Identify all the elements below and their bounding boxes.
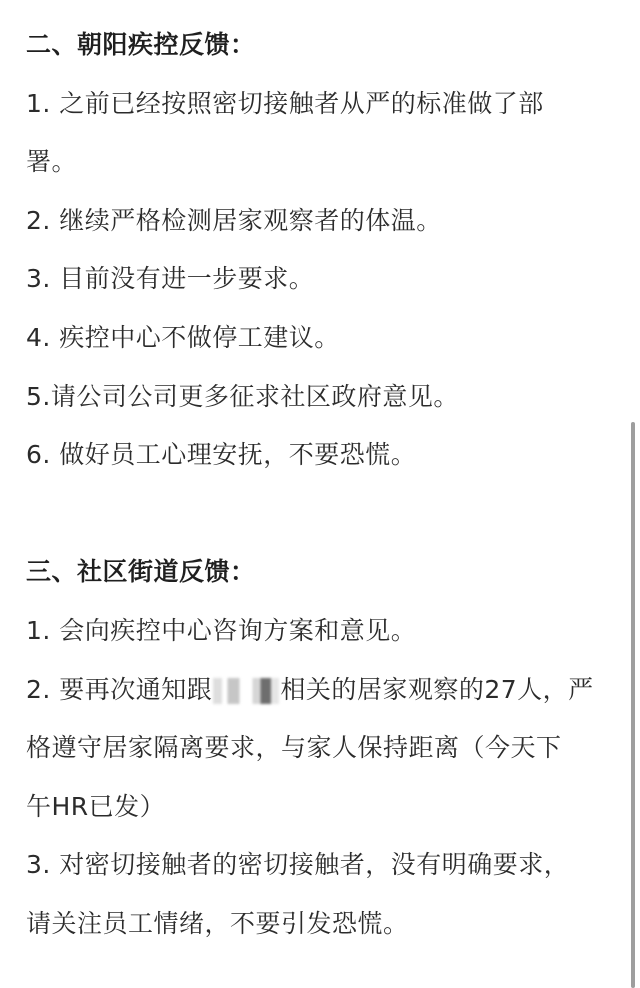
section-2-item-6: 6. 做好员工心理安抚，不要恐慌。 bbox=[26, 440, 417, 470]
section-3-title: 三、社区街道反馈： bbox=[26, 557, 256, 587]
section-3-item-2-before: 2. 要再次通知跟 bbox=[26, 674, 213, 704]
section-3-item-2-line-3: 午HR已发） bbox=[26, 791, 166, 821]
vertical-scrollbar[interactable] bbox=[631, 422, 635, 988]
section-2-item-3: 3. 目前没有进一步要求。 bbox=[26, 264, 315, 294]
notice-content bbox=[26, 16, 626, 954]
section-2-item-5: 5.请公司公司更多征求社区政府意见。 bbox=[26, 381, 459, 411]
section-3-item-3-line-2: 请关注员工情绪，不要引发恐慌。 bbox=[26, 908, 409, 938]
section-3-item-2-line-2: 格遵守居家隔离要求，与家人保持距离（今天下 bbox=[26, 733, 562, 763]
section-2-item-4: 4. 疾控中心不做停工建议。 bbox=[26, 322, 340, 352]
section-2-item-1: 1. 之前已经按照密切接触者从严的标准做了部 bbox=[26, 88, 544, 118]
section-3-item-2 bbox=[26, 661, 626, 720]
section-3-item-1: 1. 会向疾控中心咨询方案和意见。 bbox=[26, 615, 417, 645]
section-3-item-3-line-1: 3. 对密切接触者的密切接触者，没有明确要求， bbox=[26, 850, 570, 880]
section-2-item-1-cont: 署。 bbox=[26, 147, 78, 177]
section-spacer bbox=[26, 485, 626, 544]
redacted-name bbox=[213, 678, 279, 704]
section-3-item-2-after: 相关的居家观察的27人，严 bbox=[280, 674, 594, 704]
section-2-title: 二、朝阳疾控反馈： bbox=[26, 30, 256, 59]
section-2-item-2: 2. 继续严格检测居家观察者的体温。 bbox=[26, 205, 442, 235]
